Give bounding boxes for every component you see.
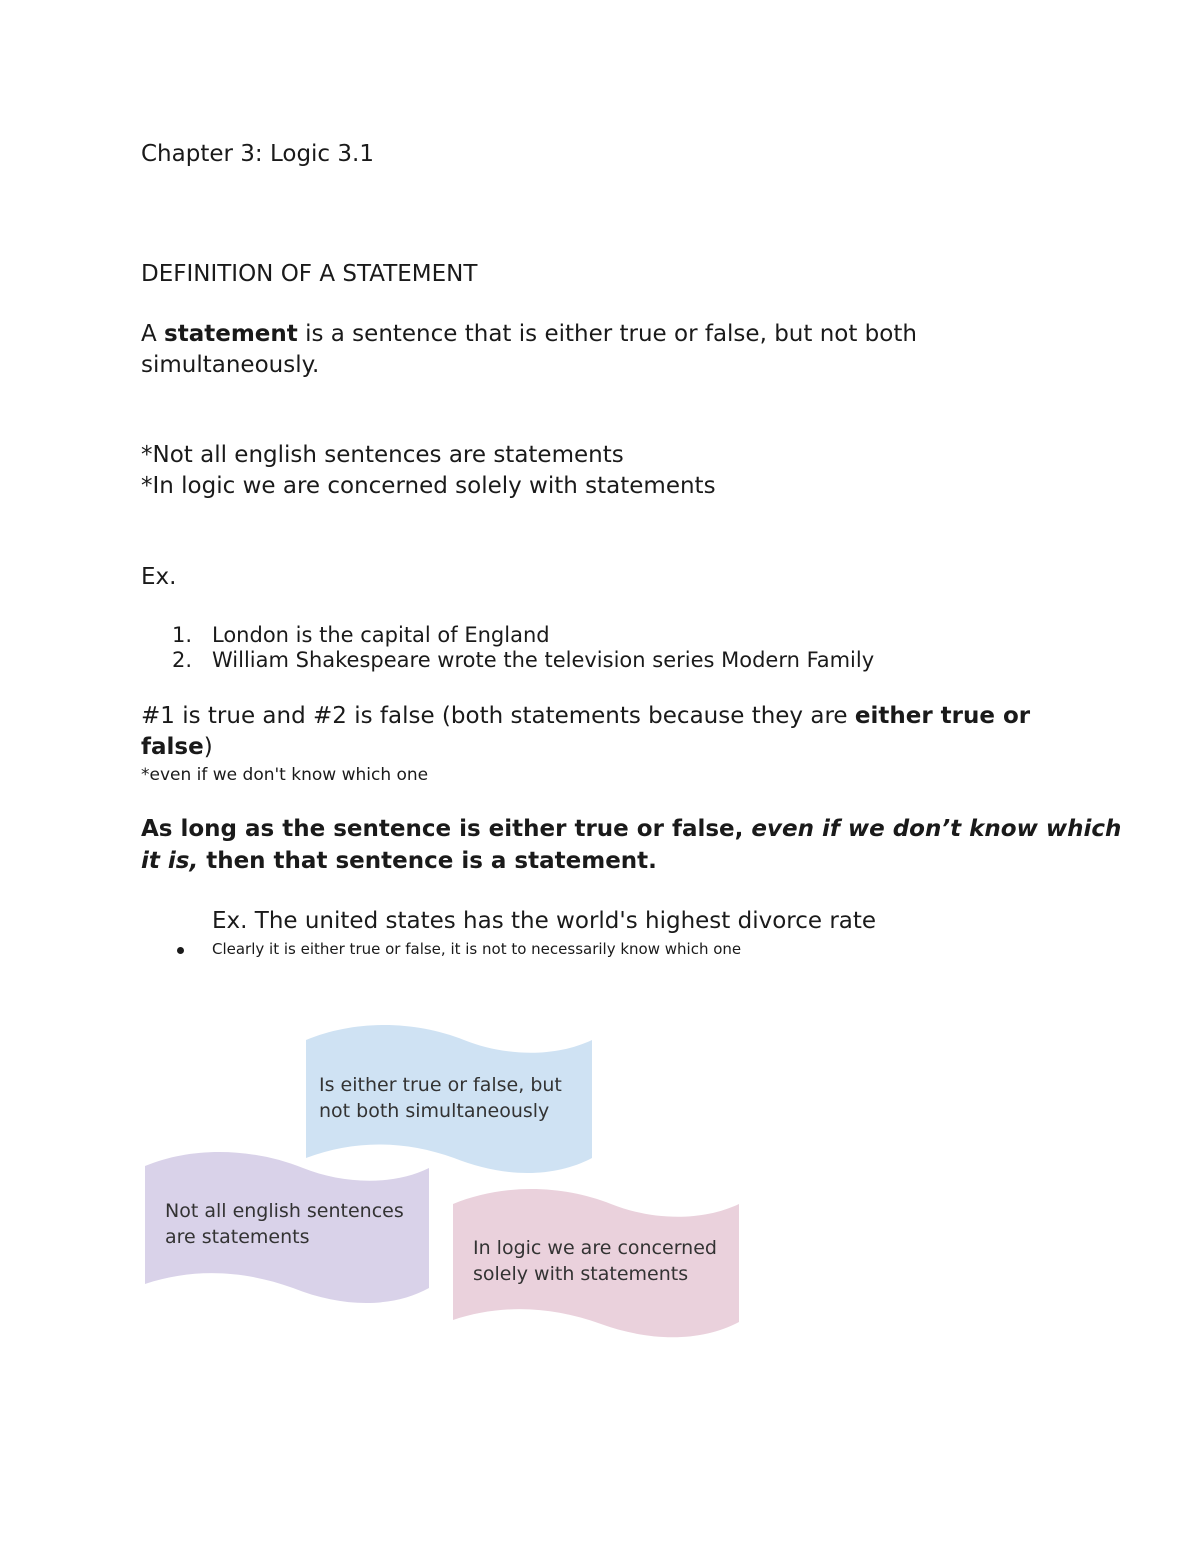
bold-statement-b: then that sentence is a statement. xyxy=(198,848,657,874)
ex-label: Ex. xyxy=(141,564,177,590)
flag-blue-line-2: not both simultaneously xyxy=(319,1100,550,1122)
bullet-text: Clearly it is either true or false, it is not to necessarily know which one xyxy=(212,940,742,958)
flag-pink-line-2: solely with statements xyxy=(473,1263,689,1285)
definition-line-2: simultaneously. xyxy=(141,352,320,378)
result-bold: either true or xyxy=(854,703,1031,729)
list-number: 1. xyxy=(172,623,193,647)
flag-purple-line-2: are statements xyxy=(165,1226,310,1248)
list-text: London is the capital of England xyxy=(212,623,550,647)
note-1: *Not all english sentences are statements xyxy=(141,442,624,468)
definition-rest: is a sentence that is either true or false, but not both xyxy=(297,321,917,347)
note-2: *In logic we are concerned solely with statements xyxy=(141,473,716,499)
definition-term: statement xyxy=(164,321,298,347)
result-line-1 xyxy=(141,701,1030,732)
section-heading: DEFINITION OF A STATEMENT xyxy=(141,261,478,287)
result-line-2 xyxy=(141,732,213,763)
small-note: *even if we don't know which one xyxy=(141,765,429,785)
bold-statement-a: As long as the sentence is either true or false, xyxy=(141,816,752,842)
bullet-dot xyxy=(177,947,184,954)
flag-pink-line-1: In logic we are concerned xyxy=(473,1237,717,1259)
page-title: Chapter 3: Logic 3.1 xyxy=(141,141,374,167)
flag-blue-line-1: Is either true or false, but xyxy=(319,1074,562,1096)
result-close: ) xyxy=(203,734,213,760)
flag-purple-line-1: Not all english sentences xyxy=(165,1200,404,1222)
list-item xyxy=(172,648,874,673)
flag-purple xyxy=(143,1150,431,1306)
list-text: William Shakespeare wrote the television series Modern Family xyxy=(212,648,875,672)
definition-prefix: A xyxy=(141,321,165,347)
bold-statement-line-2 xyxy=(141,846,657,877)
flag-pink xyxy=(451,1186,741,1340)
list-number: 2. xyxy=(172,648,193,672)
result-plain: #1 is true and #2 is false (both statements because they are xyxy=(141,703,855,729)
example-2: Ex. The united states has the world's highest divorce rate xyxy=(212,908,877,934)
example-list xyxy=(172,623,874,673)
list-item xyxy=(172,623,874,648)
bold-statement-line-1 xyxy=(141,814,1121,845)
bold-statement-italic: even if we don’t know which xyxy=(751,816,1122,842)
bold-statement-italic-2: it is, xyxy=(141,848,199,874)
definition-line-1 xyxy=(141,319,917,350)
result-bold-2: false xyxy=(141,734,204,760)
